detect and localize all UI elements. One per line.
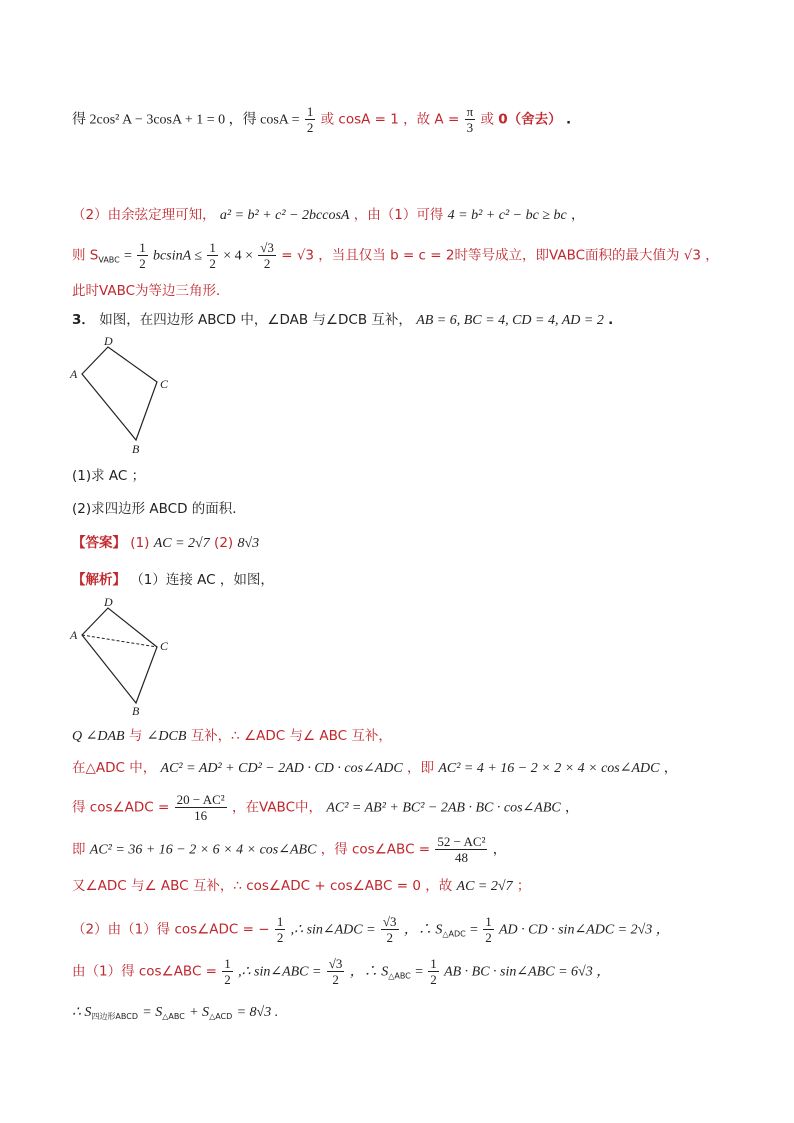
solution-line-4: 即 AC² = 36 + 16 − 2 × 6 × 4 × cos∠ABC ，得 cos∠ABC = $\frac{\text{52 − AC²}}{48}$ ， — [72, 834, 507, 865]
fraction: $\frac{√3}{2}$ — [260, 240, 274, 271]
fraction: $\frac{1}{2}$ — [485, 914, 492, 945]
subquestion-1: (1)求 AC ； — [72, 468, 146, 484]
eq-line-3: 则 $S_{VABC}$ = $\frac{1}{2}$ bcsinA ≤ $\frac{1}{2}$ × 4 × $\frac{√3}{2}$ = √3 ，当且仅当 b = c = 2时等号成立，即VABC面积的最大值为 √3 ， — [72, 240, 719, 271]
label-a: A — [70, 628, 78, 642]
fraction: $\frac{\pi}{3}$ — [466, 104, 474, 135]
fraction: $\frac{1}{2}$ — [430, 956, 437, 987]
question-3: 3． 如图，在四边形 ABCD 中，∠DAB 与∠DCB 互补， AB = 6, BC = 4, CD = 4, AD = 2 . — [72, 312, 614, 328]
fraction: $\frac{\text{20 − AC²}}{16}$ — [176, 792, 225, 823]
solution-line-1: Q ∠DAB 与 ∠DCB 互补，∴ ∠ADC 与∠ ABC 互补， — [72, 728, 392, 744]
eq-line-2: （2）由余弦定理可知， a² = b² + c² − 2bccosA ，由（1）可得 4 = b² + c² − bc ≥ bc ， — [72, 207, 585, 223]
solution-line-3: 得 cos∠ADC = $\frac{\text{20 − AC²}}{16}$ ，在VABC中， AC² = AB² + BC² − 2AB · BC · cos∠ABC ， — [72, 792, 579, 823]
analysis-heading: 【解析】 （1）连接 AC ，如图， — [72, 572, 274, 588]
fraction: $\frac{√3}{2}$ — [328, 956, 343, 987]
subquestion-2: (2)求四边形 ABCD 的面积． — [72, 501, 246, 517]
label-c: C — [160, 377, 169, 391]
fraction: $\frac{1}{2}$ — [209, 240, 216, 271]
quadrilateral-figure — [66, 334, 186, 458]
eq-line-4: 此时VABC为等边三角形． — [72, 283, 230, 299]
label-c: C — [160, 639, 169, 653]
answer: 【答案】 (1) AC = 2√7 (2) 8√3 — [72, 535, 260, 551]
diagonal-ac — [82, 635, 157, 647]
solution-line-6: （2）由（1）得 cos∠ADC = − $\frac{1}{2}$ ,∴ sin∠ADC = $\frac{√3}{2}$ ，∴ $S_{\triangle ADC}$ = $\frac{1}{2}$ AD · CD · sin∠ADC = 2√3 ， — [72, 914, 670, 945]
solution-line-5: 又∠ADC 与∠ ABC 互补，∴ cos∠ADC + cos∠ABC = 0 ，故 AC = 2√7 ； — [72, 878, 531, 894]
label-b: B — [132, 704, 140, 718]
solution-line-8: ∴ $S_{四边形ABCD} = S_{\triangle ABC} + S_{\triangle ACD} = 8√3$ . — [72, 1005, 279, 1021]
fraction: $\frac{\text{52 − AC²}}{48}$ — [437, 834, 486, 865]
eq-line-1: 得 2cos² A − 3cosA + 1 = 0 ，得 cosA = $\frac{1}{2}$ 或 cosA = 1 ，故 A = $\frac{\pi}{3}$ 或 0（舍去） . — [72, 104, 572, 135]
label-d: D — [104, 595, 113, 609]
solution-line-7: 由（1）得 cos∠ABC = $\frac{1}{2}$ ,∴ sin∠ABC = $\frac{√3}{2}$ ，∴ $S_{\triangle ABC}$ = $\frac{1}{2}$ AB · BC · sin∠ABC = 6√3 ， — [72, 956, 611, 987]
fraction: $\frac{√3}{2}$ — [382, 914, 397, 945]
solution-line-2: 在△ADC 中， AC² = AD² + CD² − 2AD · CD · cos∠ADC ，即 AC² = 4 + 16 − 2 × 2 × 4 × cos∠ADC ， — [72, 760, 678, 776]
label-b: B — [132, 442, 140, 456]
fraction: $\frac{1}{2}$ — [224, 956, 231, 987]
label-d: D — [104, 334, 113, 348]
label-a: A — [70, 367, 78, 381]
fraction: $\frac{1}{2}$ — [139, 240, 146, 271]
fraction: $\frac{1}{2}$ — [306, 104, 314, 135]
quadrilateral-figure-diagonal — [66, 595, 186, 719]
fraction: $\frac{1}{2}$ — [276, 914, 284, 945]
